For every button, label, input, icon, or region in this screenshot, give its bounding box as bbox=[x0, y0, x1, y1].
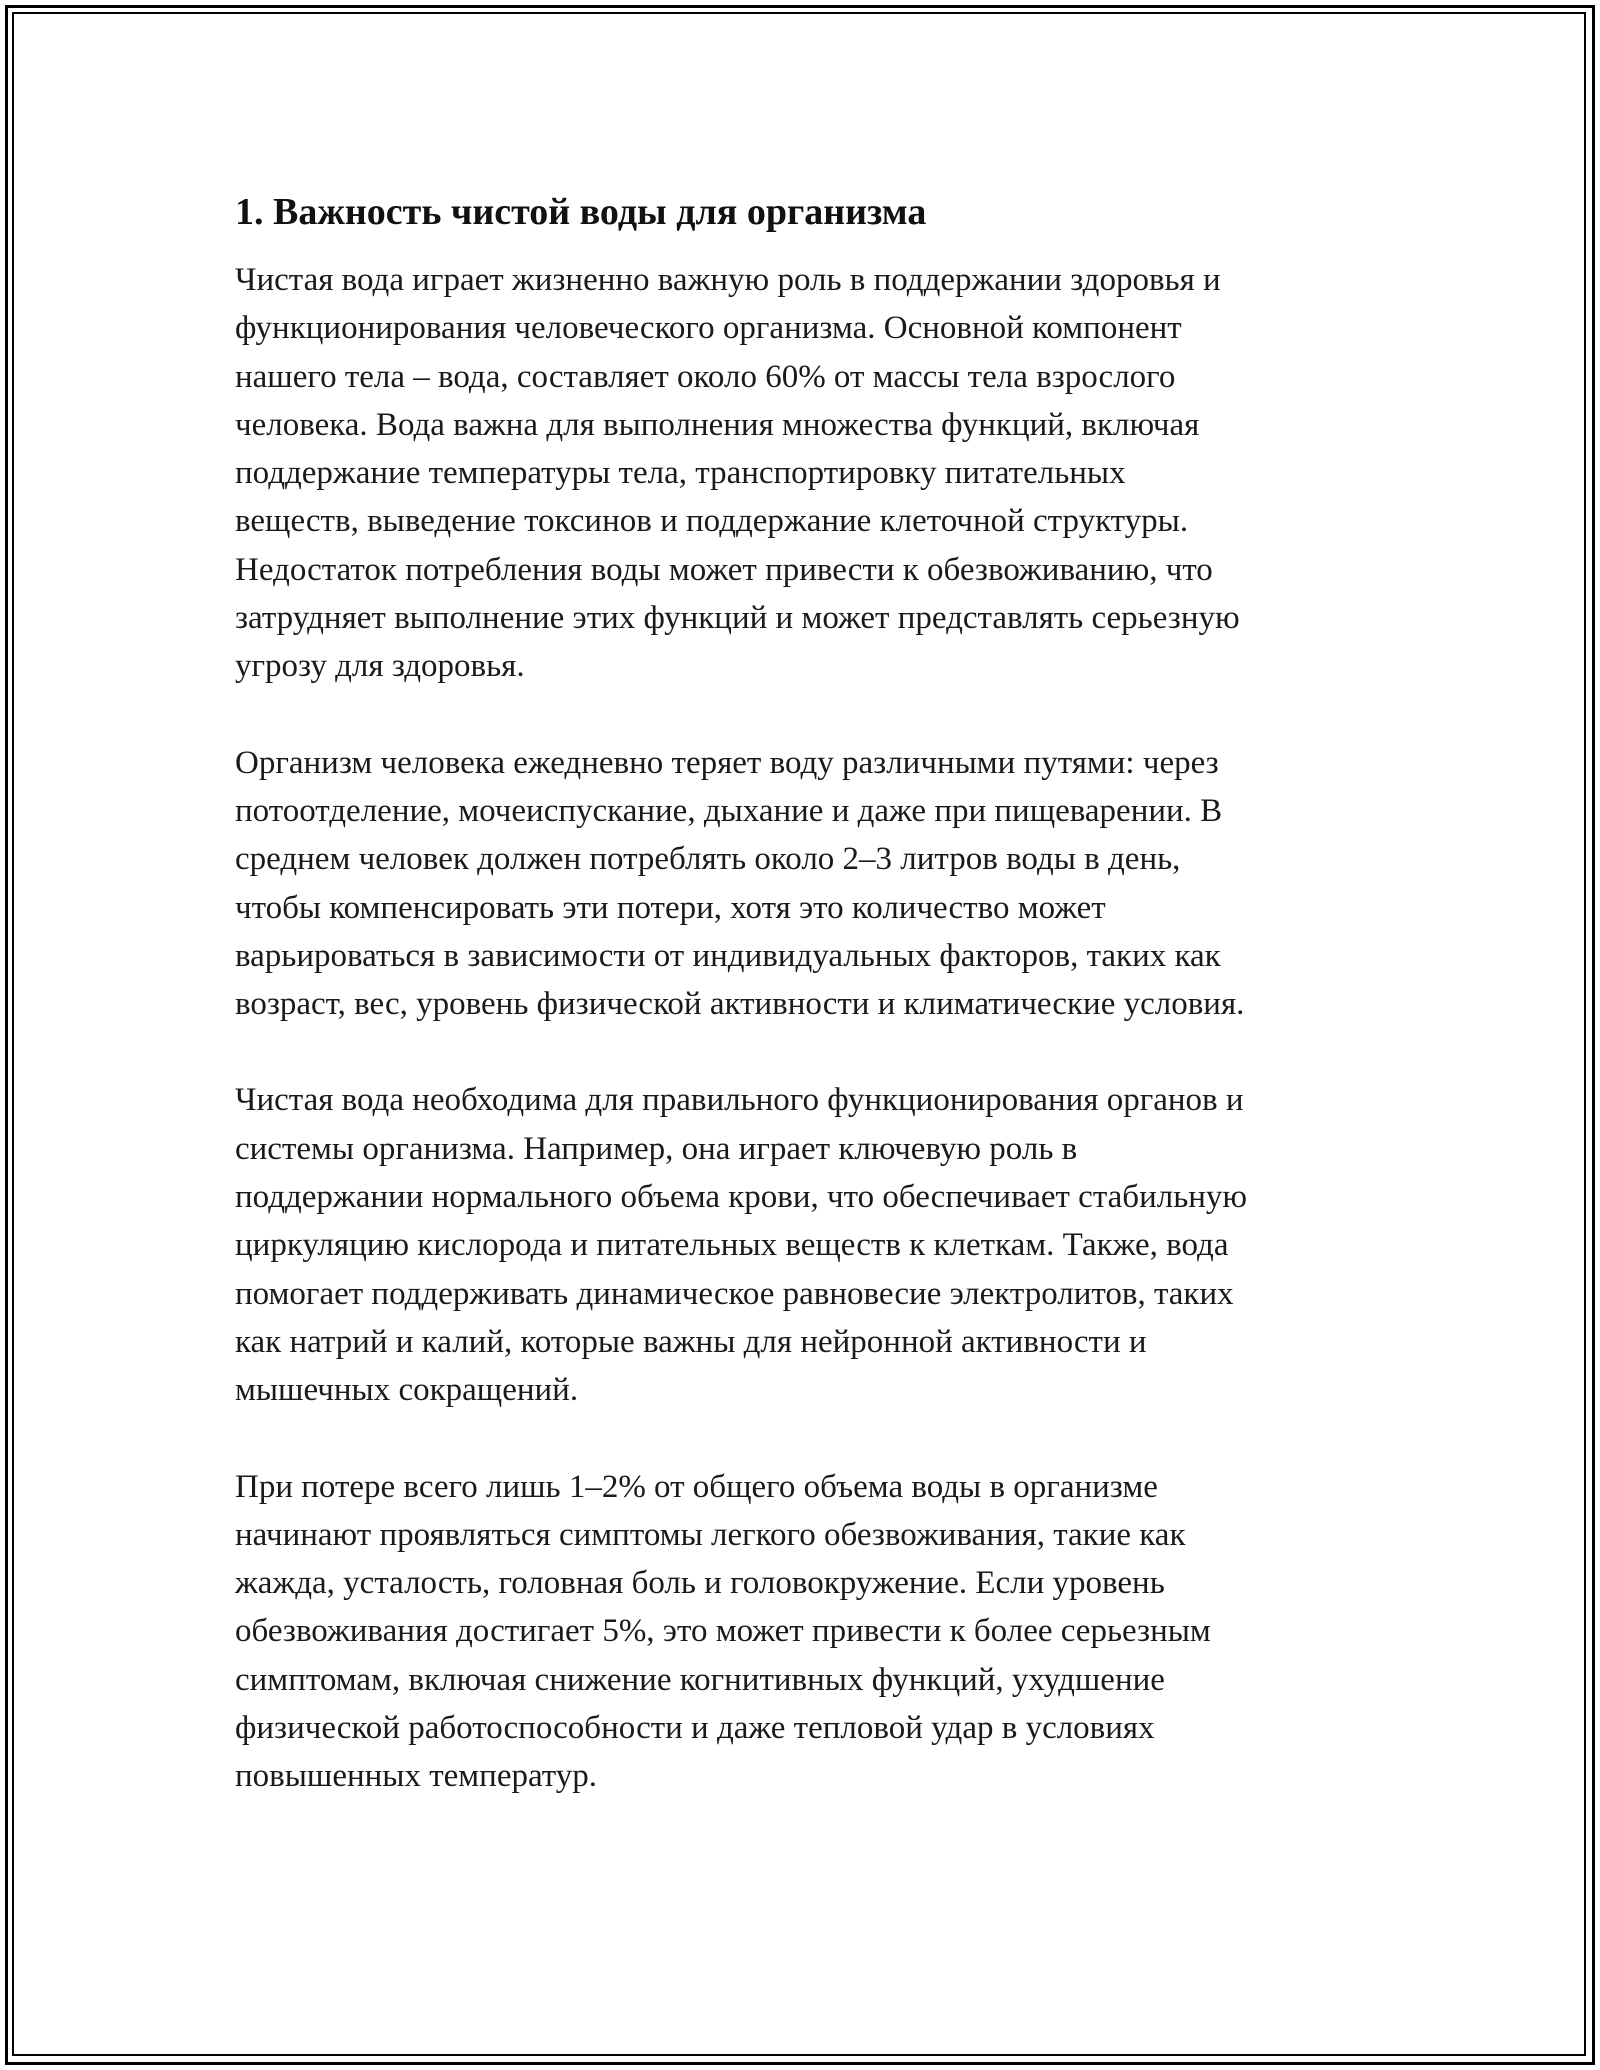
document-body bbox=[235, 188, 1385, 1849]
paragraph-4: При потере всего лишь 1–2% от общего объема воды в организме начинают проявляться симптомы легкого обезвоживания, такие как жажда, усталость, головная боль и головокружение. Если уровень обезвоживания достигает 5%, это может привести к более серьезным симптомам, включая снижение когнитивных функций, ухудшение физической работоспособности и даже тепловой удар в условиях повышенных температур. bbox=[235, 1468, 1211, 1795]
paragraph-1: Чистая вода играет жизненно важную роль в поддержании здоровья и функционирования человеческого организма. Основной компонент нашего тела – вода, составляет около 60% от массы тела взрослого человека. Вода важна для выполнения множества функций, включая поддержание температуры тела, транспортировку питательных веществ, выведение токсинов и поддержание клеточной структуры. Недостаток потребления воды может привести к обезвоживанию, что затрудняет выполнение этих функций и может представлять серьезную угрозу для здоровья. bbox=[235, 262, 1240, 685]
section-title: 1. Важность чистой воды для организма bbox=[235, 191, 927, 233]
paragraph-3: Чистая вода необходима для правильного функционирования органов и системы организма. Например, она играет ключевую роль в поддержании нормального объема крови, что обеспечивает стабильную циркуляцию кислорода и питательных веществ к клеткам. Также, вода помогает поддерживать динамическое равновесие электролитов, таких как натрий и калий, которые важны для нейронной активности и мышечных сокращений. bbox=[235, 1082, 1248, 1409]
paragraph-2: Организм человека ежедневно теряет воду различными путями: через потоотделение, мочеиспускание, дыхание и даже при пищеварении. В среднем человек должен потреблять около 2–3 литров воды в день, чтобы компенсировать эти потери, хотя это количество может варьироваться в зависимости от индивидуальных факторов, таких как возраст, вес, уровень физической активности и климатические условия. bbox=[235, 744, 1245, 1023]
